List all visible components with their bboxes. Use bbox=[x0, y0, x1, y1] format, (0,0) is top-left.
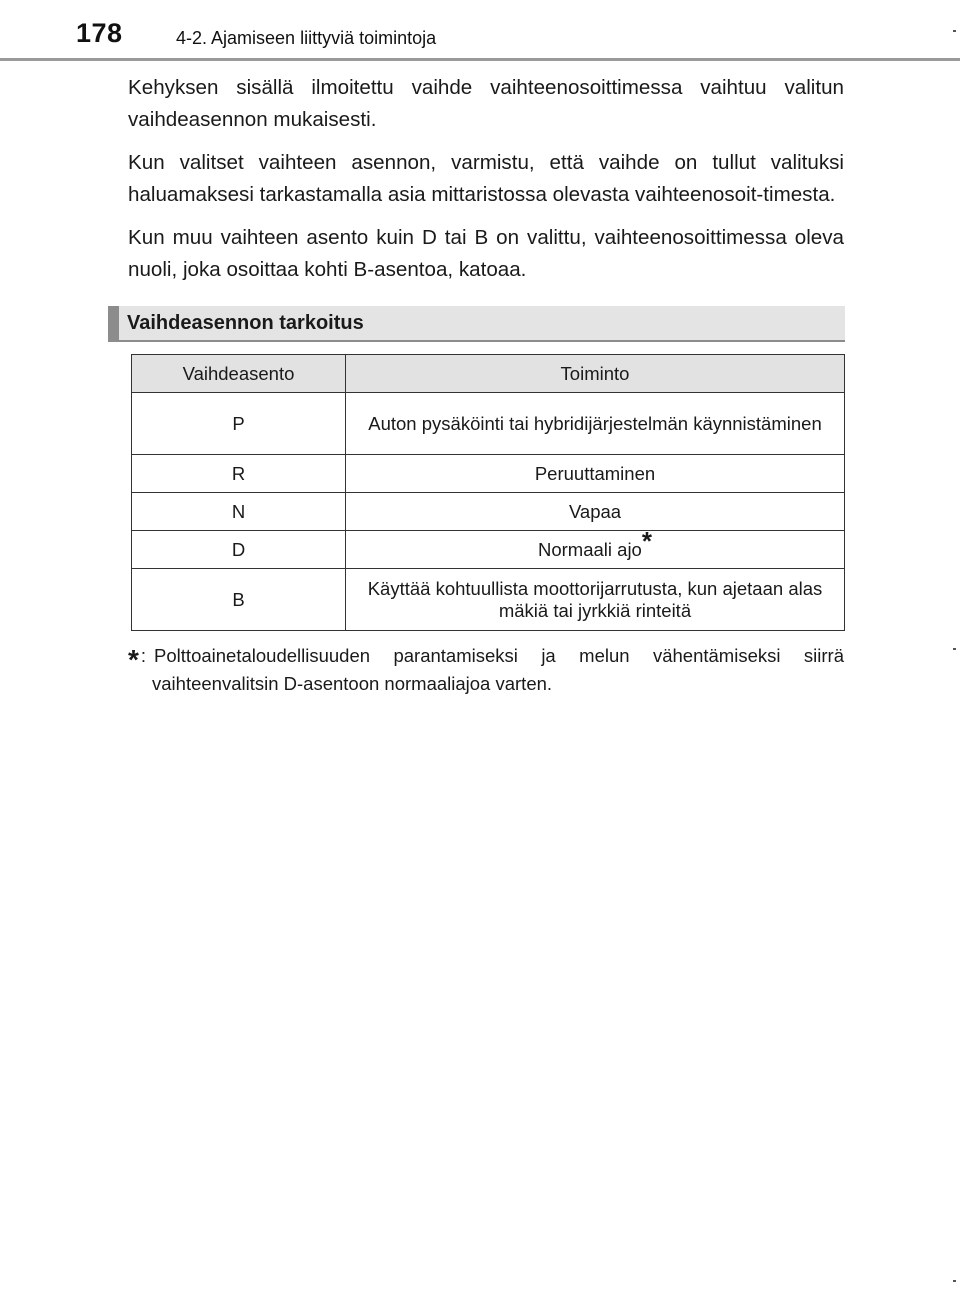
footnote-colon: : bbox=[140, 645, 147, 666]
table-row bbox=[132, 531, 845, 569]
table-header-row bbox=[132, 355, 845, 393]
body-text bbox=[128, 72, 844, 297]
paragraph-verify-gear: Kun valitset vaihteen asennon, varmistu, että vaihde on tullut valituksi haluamaksesi tarkastamalla asia mittaristossa olevasta vaihteenosoit-timesta. bbox=[128, 151, 844, 206]
footnote bbox=[128, 642, 844, 698]
crop-mark bbox=[953, 1280, 956, 1282]
header-divider bbox=[0, 58, 960, 61]
table-row bbox=[132, 455, 845, 493]
crop-mark bbox=[953, 648, 956, 650]
cell-position-p: P bbox=[132, 393, 346, 455]
page-header bbox=[0, 0, 960, 62]
paragraph-arrow-disappears: Kun muu vaihteen asento kuin D tai B on valittu, vaihteenosoittimessa oleva nuoli, joka osoittaa kohti B-asentoa, katoaa. bbox=[128, 226, 844, 281]
footnote-marker: * bbox=[641, 525, 652, 556]
column-header-function: Toiminto bbox=[346, 355, 845, 393]
cell-position-b: B bbox=[132, 569, 346, 631]
gear-position-table bbox=[131, 354, 845, 631]
crop-mark bbox=[953, 30, 956, 32]
footnote-asterisk: * bbox=[128, 644, 139, 675]
subheading-accent-bar bbox=[108, 306, 119, 340]
subheading-title: Vaihdeasennon tarkoitus bbox=[127, 312, 364, 334]
paragraph-gear-indicator: Kehyksen sisällä ilmoitettu vaihde vaihteenosoittimessa vaihtuu valitun vaihdeasennon mukaisesti. bbox=[128, 76, 844, 131]
page-number: 178 bbox=[76, 18, 123, 48]
table-row bbox=[132, 569, 845, 631]
cell-position-d: D bbox=[132, 531, 346, 569]
cell-function-n: Vapaa bbox=[346, 493, 845, 531]
cell-position-r: R bbox=[132, 455, 346, 493]
function-text-d: Normaali ajo bbox=[538, 538, 642, 560]
cell-function-r: Peruuttaminen bbox=[346, 455, 845, 493]
cell-function-p: Auton pysäköinti tai hybridijärjestelmän käynnistäminen bbox=[346, 393, 845, 455]
subheading bbox=[108, 306, 845, 342]
cell-function-d bbox=[346, 525, 845, 569]
cell-function-b: Käyttää kohtuullista moottorijarrutusta, kun ajetaan alas mäkiä tai jyrkkiä rinteitä bbox=[346, 569, 845, 631]
column-header-position: Vaihdeasento bbox=[132, 355, 346, 393]
cell-position-n: N bbox=[132, 493, 346, 531]
footnote-text-1: Polttoainetaloudellisuuden parantamiseksi ja melun vähentämiseksi siirrä bbox=[154, 645, 844, 666]
table-row bbox=[132, 493, 845, 531]
section-title: 4-2. Ajamiseen liittyviä toimintoja bbox=[176, 28, 437, 48]
footnote-text-2: vaihteenvalitsin D-asentoon normaaliajoa varten. bbox=[152, 673, 553, 694]
footnote-line-1 bbox=[128, 642, 844, 675]
table-row bbox=[132, 393, 845, 455]
